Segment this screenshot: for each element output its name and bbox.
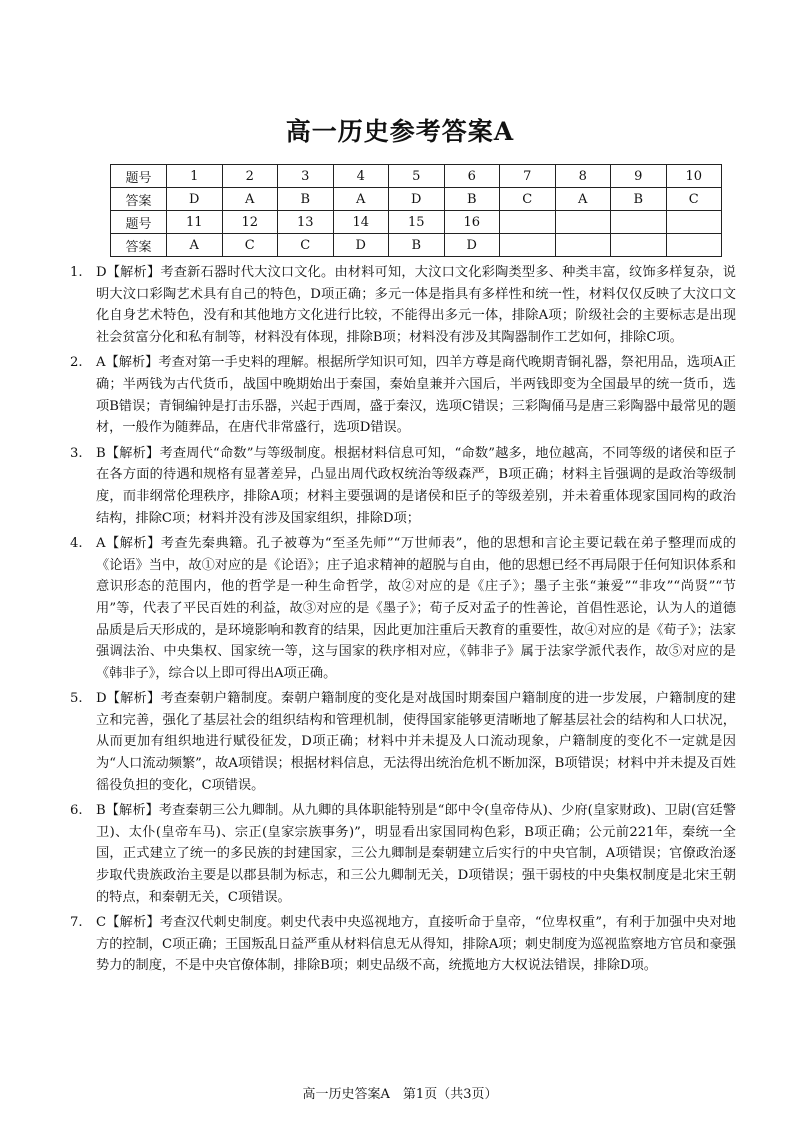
table-cell (555, 211, 611, 234)
table-cell: 9 (611, 165, 667, 188)
table-cell: 15 (389, 211, 445, 234)
list-item (70, 800, 736, 908)
item-number: 6. (70, 803, 83, 819)
table-cell (500, 234, 556, 257)
list-item (70, 533, 736, 684)
table-cell (500, 211, 556, 234)
table-cell: 1 (167, 165, 223, 188)
item-text: D【解析】考查秦朝户籍制度。秦朝户籍制度的变化是对战国时期秦国户籍制度的进一步发展，户籍制度的建立和完善，强化了基层社会的组织结构和管理机制，使得国家能够更清晰地了解基层社会的结构和人口状况，从而更加有组织地进行赋役征发，D项正确；材料中并未提及人口流动现象，户籍制度的变化不一定就是因为“人口流动频繁”，故A项错误；根据材料信息，无法得出统治危机不断加深，B项错误；材料中并未提及百姓徭役负担的变化，C项错误。 (96, 691, 736, 793)
item-number: 5. (70, 691, 83, 707)
list-item (70, 688, 736, 796)
table-cell: 8 (555, 165, 611, 188)
table-cell: B (444, 188, 500, 211)
item-text: A【解析】考查先秦典籍。孔子被尊为“至圣先师”“万世师表”，他的思想和言论主要记载在弟子整理而成的《论语》当中，故①对应的是《论语》；庄子追求精神的超脱与自由，他的思想已经不再局限于任何知识体系和意识形态的范围内，他的哲学是一种生命哲学，故②对应的是《庄子》；墨子主张“兼爱”“非攻”“尚贤”“节用”等，代表了平民百姓的利益，故③对应的是《墨子》；荀子反对孟子的性善论，首倡性恶论，认为人的道德品质是后天形成的，是环境影响和教育的结果，因此更加注重后天教育的重要性，故④对应的是《荀子》；法家强调法治、中央集权、国家统一等，这与国家的秩序相对应，《韩非子》属于法家学派代表作，故⑤对应的是《韩非子》，综合以上即可得出A项正确。 (96, 536, 736, 681)
table-cell: 12 (222, 211, 278, 234)
table-cell (666, 211, 722, 234)
table-cell: C (500, 188, 556, 211)
list-item (70, 262, 736, 348)
table-cell: C (666, 188, 722, 211)
list-item (70, 352, 736, 438)
table-cell: B (389, 234, 445, 257)
table-cell: 2 (222, 165, 278, 188)
table-cell: 11 (167, 211, 223, 234)
table-cell (611, 211, 667, 234)
table-cell (666, 234, 722, 257)
table-row (111, 211, 722, 234)
answer-table (110, 164, 722, 257)
table-cell: 10 (666, 165, 722, 188)
list-item (70, 912, 736, 977)
table-cell: A (333, 188, 389, 211)
table-cell: 16 (444, 211, 500, 234)
table-cell: 13 (278, 211, 334, 234)
table-row (111, 188, 722, 211)
table-row (111, 165, 722, 188)
item-number: 3. (70, 445, 83, 461)
table-cell: D (389, 188, 445, 211)
list-item (70, 443, 736, 529)
table-cell: A (222, 188, 278, 211)
table-cell: 7 (500, 165, 556, 188)
table-cell: 4 (333, 165, 389, 188)
item-text: B【解析】考查周代“命数”与等级制度。根据材料信息可知，“命数”越多，地位越高，不同等级的诸侯和臣子在各方面的待遇和规格有显著差异，凸显出周代政权统治等级森严，B项正确；材料主旨强调的是政治等级制度，而非纲常伦理秩序，排除A项；材料主要强调的是诸侯和臣子的等级差别，并未着重体现家国同构的政治结构，排除C项；材料并没有涉及国家组织，排除D项； (96, 445, 736, 526)
table-cell (555, 234, 611, 257)
page-footer: 高一历史答案A 第1页（共3页） (302, 1087, 498, 1102)
table-cell: D (333, 234, 389, 257)
table-cell: D (444, 234, 500, 257)
item-number: 2. (70, 355, 83, 371)
explanation-list (70, 262, 736, 981)
table-cell: C (278, 234, 334, 257)
item-text: A【解析】考查对第一手史料的理解。根据所学知识可知，四羊方尊是商代晚期青铜礼器，祭祀用品，选项A正确；半两钱为古代货币，战国中晚期始出于秦国，秦始皇兼并六国后，半两钱即变为全国最早的统一货币，选项B错误；青铜编钟是打击乐器，兴起于西周，盛于秦汉，选项C错误；三彩陶俑马是唐三彩陶器中最常见的题材，一般作为随葬品，在唐代非常盛行，选项D错误。 (96, 355, 736, 436)
page-title: 高一历史参考答案A (285, 117, 515, 146)
table-cell: D (167, 188, 223, 211)
table-cell: A (167, 234, 223, 257)
item-text: D【解析】考查新石器时代大汶口文化。由材料可知，大汶口文化彩陶类型多、种类丰富，纹饰多样复杂，说明大汶口彩陶艺术具有自己的特色，D项正确；多元一体是指具有多样性和统一性，材料仅仅反映了大汶口文化自身艺术特色，没有和其他地方文化进行比较，不能得出多元一体，排除A项；阶级社会的主要标志是出现社会贫富分化和私有制等，材料没有体现，排除B项；材料没有涉及其陶器制作工艺如何，排除C项。 (96, 265, 736, 345)
row-header: 题号 (111, 165, 167, 188)
item-text: B【解析】考查秦朝三公九卿制。从九卿的具体职能特别是“郎中令(皇帝侍从)、少府(皇家财政)、卫尉(宫廷警卫)、太仆(皇帝车马)、宗正(皇家宗族事务)”，明显看出家国同构色彩，B项正确；公元前221年，秦统一全国，正式建立了统一的多民族的封建国家，三公九卿制是秦朝建立后实行的中央官制，A项错误；官僚政治逐步取代贵族政治主要是以郡县制为标志，和三公九卿制无关，D项错误；强干弱枝的中央集权制度是北宋王朝的特点，和秦朝无关，C项错误。 (96, 803, 736, 905)
table-cell: B (611, 188, 667, 211)
table-cell: B (278, 188, 334, 211)
table-row (111, 234, 722, 257)
item-number: 7. (70, 915, 83, 931)
row-header: 题号 (111, 211, 167, 234)
row-header: 答案 (111, 234, 167, 257)
item-text: C【解析】考查汉代刺史制度。刺史代表中央巡视地方，直接听命于皇帝，“位卑权重”，有利于加强中央对地方的控制，C项正确；王国叛乱日益严重从材料信息无从得知，排除A项；刺史制度为巡视监察地方官员和豪强势力的制度，不是中央官僚体制，排除B项；刺史品级不高，统揽地方大权说法错误，排除D项。 (96, 915, 736, 974)
table-cell: 3 (278, 165, 334, 188)
table-cell: 5 (389, 165, 445, 188)
table-cell: A (555, 188, 611, 211)
row-header: 答案 (111, 188, 167, 211)
item-number: 4. (70, 536, 83, 552)
table-cell: C (222, 234, 278, 257)
table-cell: 6 (444, 165, 500, 188)
table-cell: 14 (333, 211, 389, 234)
table-cell (611, 234, 667, 257)
item-number: 1. (70, 265, 83, 280)
